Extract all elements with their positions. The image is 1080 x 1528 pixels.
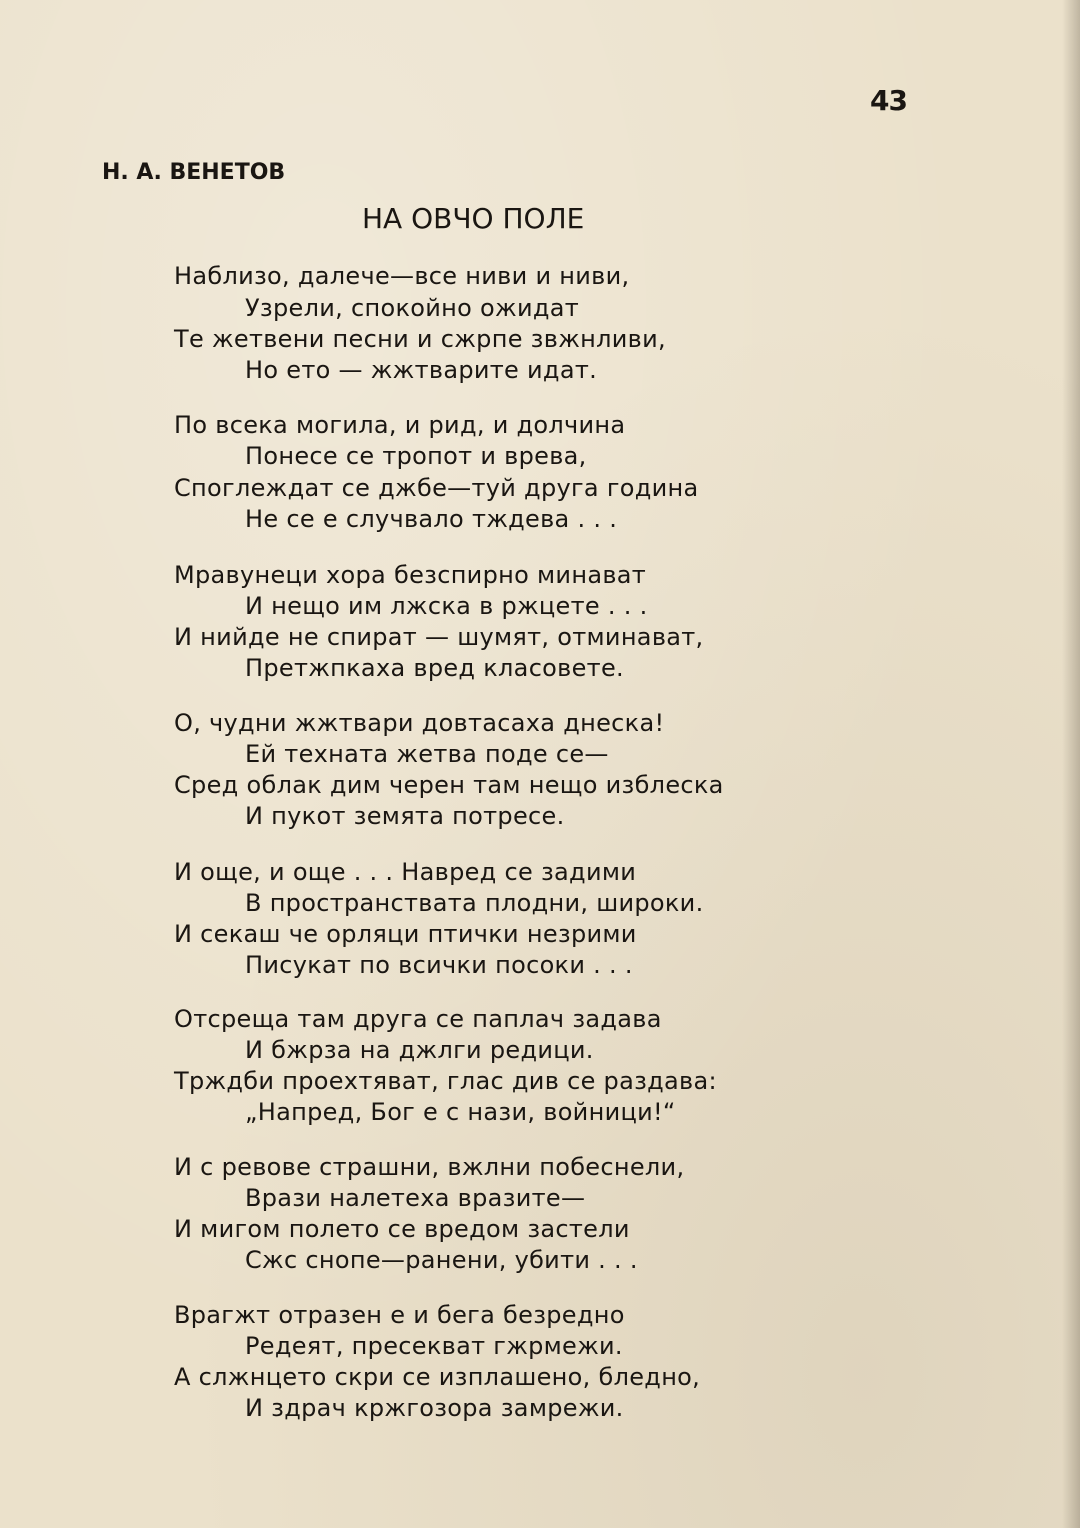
- poem-line: Те жетвени песни и сжрпе звжнливи,: [174, 325, 666, 353]
- poem-line: Споглеждат се джбе—туй друга година: [174, 474, 699, 502]
- poem-line: Сред облак дим черен там нещо изблеска: [174, 771, 724, 799]
- poem-line: И мигом полето се вредом застели: [174, 1215, 630, 1243]
- poem-line: „Напред, Бог е с нази, войници!“: [245, 1098, 676, 1126]
- poem-line: Врагжт отразен е и бега безредно: [174, 1301, 625, 1329]
- poem-line: И пукот земята потресе.: [245, 802, 565, 830]
- poem-line: Наблизо, далече—все ниви и ниви,: [174, 262, 630, 290]
- poem-line: И с ревове страшни, вжлни побеснели,: [174, 1153, 685, 1181]
- poem-line: Претжпкаха вред класовете.: [245, 654, 624, 682]
- poem-line: И още, и още . . . Навред се задими: [174, 858, 637, 886]
- poem-line: Не се е случвало тждева . . .: [245, 505, 618, 533]
- poem-line: Мравунеци хора безспирно минават: [174, 561, 647, 589]
- page-edge-shadow: [1062, 0, 1080, 1528]
- poem-line: Врази налетеха вразите—: [245, 1184, 586, 1212]
- poem-line: Узрели, спокойно ожидат: [245, 294, 580, 322]
- poem-line: Сжс снопе—ранени, убити . . .: [245, 1246, 638, 1274]
- poem-line: Понесе се тропот и врева,: [245, 442, 587, 470]
- poem-line: И нещо им лжска в ржцете . . .: [245, 592, 648, 620]
- poem-line: В пространствата плодни, широки.: [245, 889, 704, 917]
- poem-line: И здрач кржгозора замрежи.: [245, 1394, 624, 1422]
- poem-title: НА ОВЧО ПОЛЕ: [362, 202, 585, 235]
- poem-line: Писукат по всички посоки . . .: [245, 951, 633, 979]
- poem-line: А слжнцето скри се изплашено, бледно,: [174, 1363, 701, 1391]
- poem-line: Но ето — жжтварите идат.: [245, 356, 598, 384]
- page-number: 43: [870, 84, 907, 117]
- poem-line: И секаш че орляци птички незрими: [174, 920, 637, 948]
- poem-line: По всека могила, и рид, и долчина: [174, 411, 626, 439]
- poem-line: О, чудни жжтвари довтасаха днеска!: [174, 709, 665, 737]
- poem-line: И бжрза на джлги редици.: [245, 1036, 594, 1064]
- poem-line: Трждби проехтяват, глас див се раздава:: [174, 1067, 717, 1095]
- author-name: Н. А. ВЕНЕТОВ: [102, 160, 286, 185]
- poem-line: Редеят, пресекват гжрмежи.: [245, 1332, 623, 1360]
- poem-line: И нийде не спират — шумят, отминават,: [174, 623, 704, 651]
- poem-line: Отсреща там друга се паплач задава: [174, 1005, 662, 1033]
- poem-line: Ей техната жетва поде се—: [245, 740, 609, 768]
